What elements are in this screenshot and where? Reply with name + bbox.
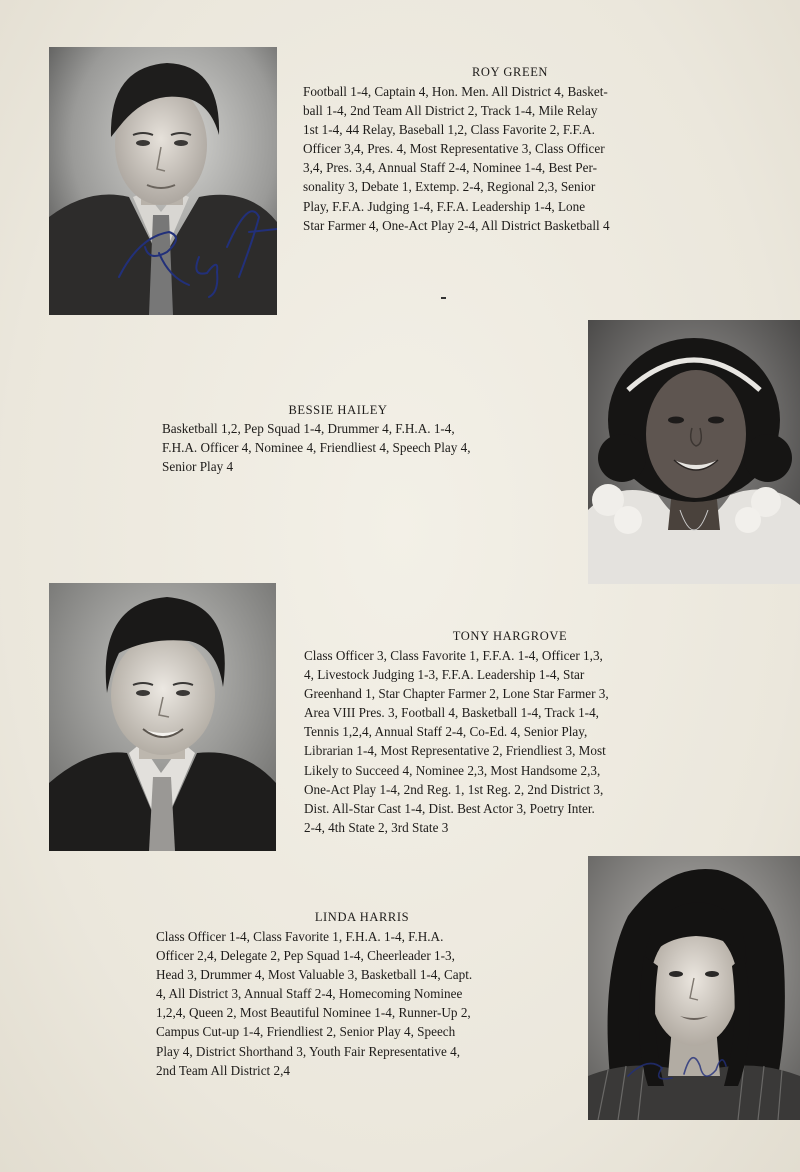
student-name: TONY HARGROVE [452, 629, 568, 643]
student-activities: Class Officer 1-4, Class Favorite 1, F.H.A. 1-4, F.H.A. Officer 2,4, Delegate 2, Pep Squad 1-4, Cheerleader 1-3, Head 3, Drummer 4, Most Valuable 3, Basketball 1-4, Capt. 4, All District 3, Annual Staff 2-4, Homecoming Nominee 1,2,4, Queen 2, Most Beautiful Nominee 1-4, Runner-Up 2, Campus Cut-up 1-4, Friendliest 2, Senior Play 4, Speech Play 4, District Shorthand 3, Youth Fair Representative 4, 2nd Team All District 2,4 [156, 929, 473, 1078]
student-activities: Football 1-4, Captain 4, Hon. Men. All District 4, Basket- ball 1-4, 2nd Team All District 2, Track 1-4, Mile Relay 1st 1-4, 44 Relay, Baseball 1,2, Class Favorite 2, F.F.A. Officer 3,4, Pres. 4, Most Representative 3, Class Officer 3,4, Pres. 3,4, Annual Staff 2-4, Nominee 1-4, Best Per- sonality 3, Debate 1, Extemp. 2-4, Regional 2,3, Senior Play, F.F.A. Judging 1-4, F.F.A. Leadership 1-4, Lone Star Farmer 4, One-Act Play 2-4, All District Basketball 4 [303, 84, 610, 233]
student-activities: Class Officer 3, Class Favorite 1, F.F.A. 1-4, Officer 1,3, 4, Livestock Judging 1-3, F.F.A. Leadership 1-4, Star Greenhand 1, Star Chapter Farmer 2, Lone Star Farmer 3, Area VIII Pres. 3, Football 4, Basketball 1-4, Track 1-4, Tennis 1,2,4, Annual Staff 2-4, Co-Ed. 4, Senior Play, Librarian 1-4, Most Representative 2, Friendliest 3, Most Likely to Succeed 4, Nominee 2,3, Most Handsome 2,3, One-Act Play 1-4, 2nd Reg. 1, 1st Reg. 2, 2nd District 3, Dist. All-Star Cast 1-4, Dist. Best Actor 3, Poetry Inter. 2-4, 4th State 2, 3rd State 3 [304, 648, 609, 835]
divider-mark [441, 297, 446, 299]
student-activities: Basketball 1,2, Pep Squad 1-4, Drummer 4, F.H.A. 1-4, F.H.A. Officer 4, Nominee 4, Friendliest 4, Speech Play 4, Senior Play 4 [162, 421, 471, 475]
portrait-bessie-hailey [588, 320, 800, 584]
portrait-roy-green [49, 47, 277, 315]
student-name: LINDA HARRIS [314, 910, 410, 924]
student-name: BESSIE HAILEY [288, 403, 388, 417]
portrait-tony-hargrove [49, 583, 276, 851]
student-name: ROY GREEN [471, 65, 549, 79]
portrait-linda-harris [588, 856, 800, 1120]
